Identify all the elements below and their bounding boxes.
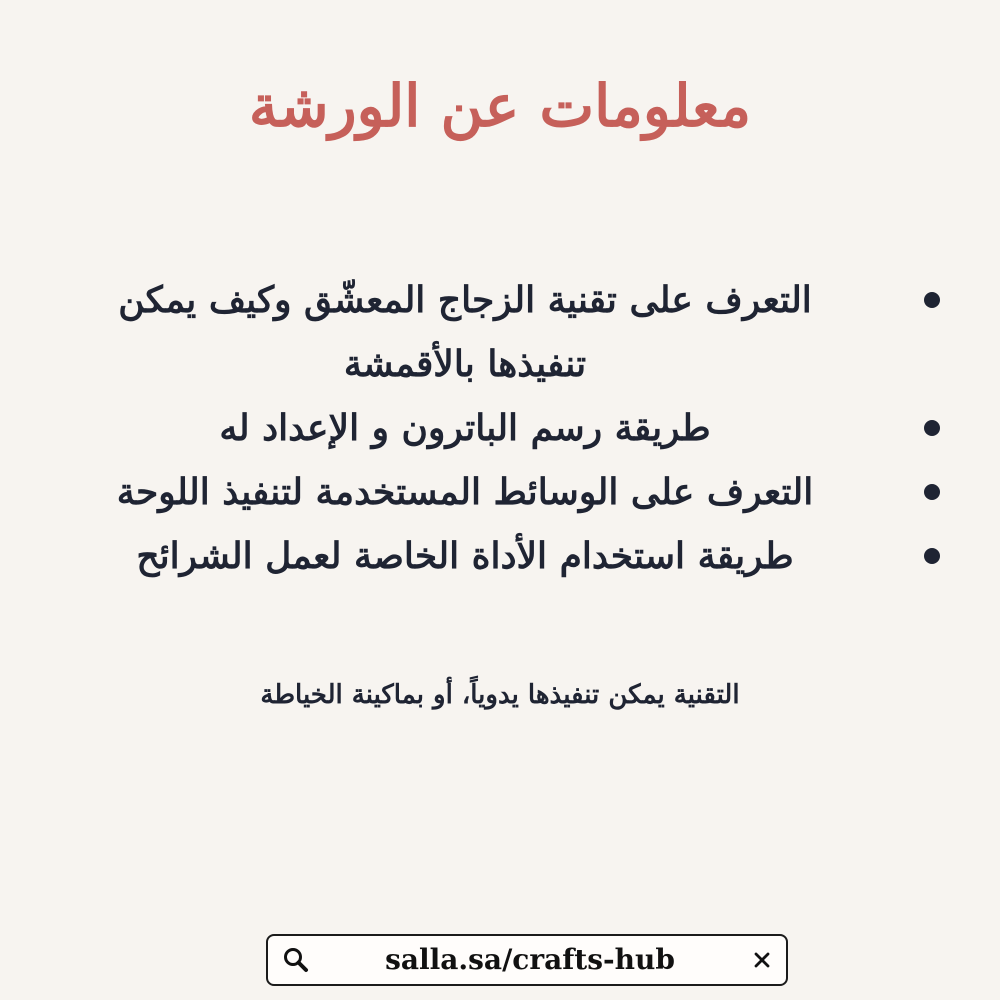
bullet-icon <box>924 420 940 436</box>
bullet-item <box>80 524 940 588</box>
bullet-item <box>80 396 940 460</box>
page-title: معلومات عن الورشة <box>248 72 752 140</box>
search-icon[interactable] <box>282 946 310 974</box>
bullet-icon <box>924 484 940 500</box>
bullet-text: طريقة استخدام الأداة الخاصة لعمل الشرائح <box>136 535 794 577</box>
bullet-icon <box>924 292 940 308</box>
search-input[interactable]: salla.sa/crafts-hub <box>385 943 675 976</box>
bullet-text: التعرف على الوسائط المستخدمة لتنفيذ اللوحة <box>116 471 814 513</box>
bullet-icon <box>924 548 940 564</box>
bullet-text: طريقة رسم الباترون و الإعداد له <box>219 407 711 449</box>
bullet-item <box>80 460 940 524</box>
close-icon[interactable] <box>750 948 774 972</box>
search-bar[interactable] <box>266 934 788 986</box>
bullet-list <box>80 268 940 588</box>
note-text: التقنية يمكن تنفيذها يدوياً، أو بماكينة الخياطة <box>260 680 740 710</box>
bullet-text: التعرف على تقنية الزجاج المعشّق وكيف يمكن تنفيذها بالأقمشة <box>118 279 812 385</box>
bullet-item <box>80 268 940 396</box>
